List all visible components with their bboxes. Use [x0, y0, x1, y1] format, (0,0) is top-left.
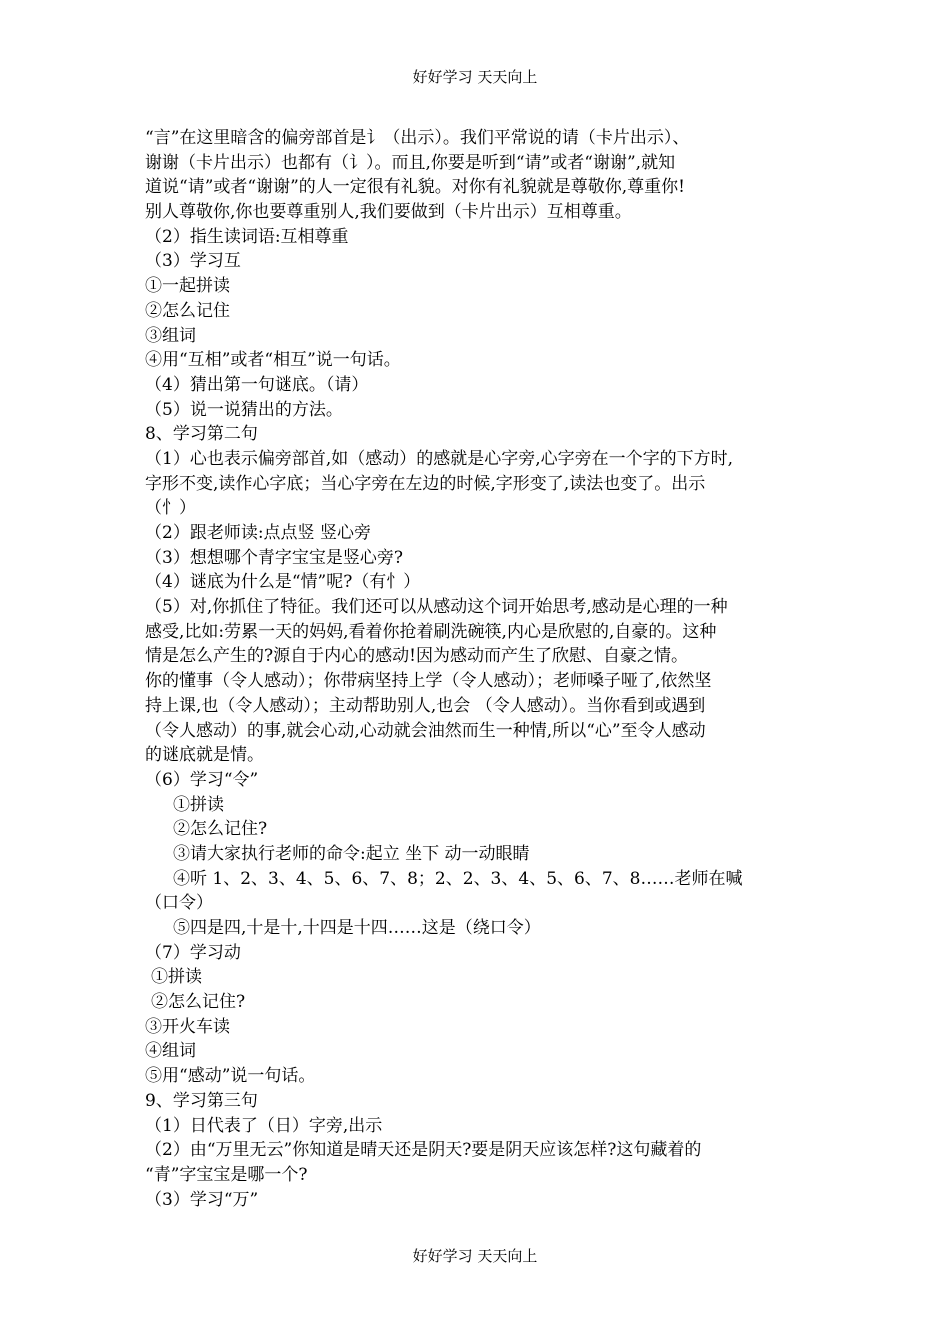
- text-line: （忄）: [145, 498, 196, 519]
- text-line: 9、学习第三句: [145, 1090, 258, 1111]
- page-footer: 好好学习 天天向上: [412, 1247, 538, 1265]
- text-line: ①拼读: [151, 967, 202, 988]
- text-line: （5）对,你抓住了特征。我们还可以从感动这个词开始思考,感动是心理的一种: [145, 597, 728, 618]
- text-line: 持上课,也（令人感动）；主动帮助别人,也会 （令人感动）。当你看到或遇到: [145, 695, 706, 716]
- text-line: （4）猜出第一句谜底。（请）: [145, 374, 369, 395]
- text-line: ③请大家执行老师的命令:起立 坐下 动一动眼睛: [173, 843, 530, 864]
- text-line: （口令）: [145, 893, 213, 914]
- text-line: （1）心也表示偏旁部首,如（感动）的感就是心字旁,心字旁在一个字的下方时,: [145, 448, 734, 469]
- text-line: “青”字宝宝是哪一个?: [145, 1164, 308, 1185]
- text-line: （3）学习互: [145, 251, 241, 272]
- document-body: [145, 126, 815, 1212]
- text-line: ②怎么记住?: [151, 992, 246, 1013]
- text-line: 别人尊敬你,你也要尊重别人,我们要做到（卡片出示）互相尊重。: [145, 202, 632, 223]
- text-line: （3）学习“万”: [145, 1189, 259, 1210]
- text-line: ③开火车读: [145, 1016, 230, 1037]
- text-line: 字形不变,读作心字底；当心字旁在左边的时候,字形变了,读法也变了。出示: [145, 473, 706, 494]
- text-line: （2）指生读词语:互相尊重: [145, 226, 349, 247]
- text-line: （6）学习“令”: [145, 769, 259, 790]
- text-line: （2）由“万里无云”你知道是晴天还是阴天?要是阴天应该怎样?这句藏着的: [145, 1140, 702, 1161]
- text-line: 道说“请”或者“谢谢”的人一定很有礼貌。对你有礼貌就是尊敬你,尊重你!: [145, 177, 685, 198]
- text-line: 你的懂事（令人感动）；你带病坚持上学（令人感动）；老师嗓子哑了,依然坚: [145, 671, 712, 692]
- text-line: ①一起拼读: [145, 276, 230, 297]
- text-line: ④用“互相”或者“相互”说一句话。: [145, 350, 401, 371]
- text-line: （3）想想哪个青字宝宝是竖心旁?: [145, 547, 403, 568]
- text-line: “言”在这里暗含的偏旁部首是讠（出示）。我们平常说的请（卡片出示）、: [145, 128, 690, 148]
- text-line: 情是怎么产生的?源自于内心的感动!因为感动而产生了欣慰、自豪之情。: [145, 646, 688, 667]
- text-line: 感受,比如:劳累一天的妈妈,看着你抢着刷洗碗筷,内心是欣慰的,自豪的。这种: [145, 621, 717, 642]
- text-line: ⑤四是四,十是十,十四是十四……这是（绕口令）: [173, 918, 541, 938]
- text-line: （7）学习动: [145, 942, 241, 963]
- text-line: （4）谜底为什么是“情”呢?（有忄）: [145, 572, 421, 593]
- text-line: ①拼读: [173, 794, 224, 815]
- text-line: ②怎么记住?: [173, 819, 268, 840]
- text-line: 8、学习第二句: [145, 424, 258, 445]
- text-line: ⑤用“感动”说一句话。: [145, 1066, 316, 1087]
- text-line: ④组词: [145, 1041, 196, 1062]
- text-line: （1）日代表了（日）字旁,出示: [145, 1115, 383, 1136]
- text-line: （2）跟老师读:点点竖 竖心旁: [145, 523, 371, 543]
- text-line: ④听 1、2、3、4、5、6、7、8；2、2、3、4、5、6、7、8……老师在喊: [173, 868, 743, 889]
- text-line: （5）说一说猜出的方法。: [145, 399, 343, 420]
- text-line: 谢谢（卡片出示）也都有（讠）。而且,你要是听到“请”或者“谢谢”,就知: [145, 152, 676, 173]
- page-header: 好好学习 天天向上: [412, 68, 538, 86]
- text-line: ②怎么记住: [145, 300, 230, 321]
- text-line: ③组词: [145, 325, 196, 346]
- text-line: 的谜底就是情。: [145, 745, 264, 766]
- text-line: （令人感动）的事,就会心动,心动就会油然而生一种情,所以“心”至令人感动: [145, 720, 706, 741]
